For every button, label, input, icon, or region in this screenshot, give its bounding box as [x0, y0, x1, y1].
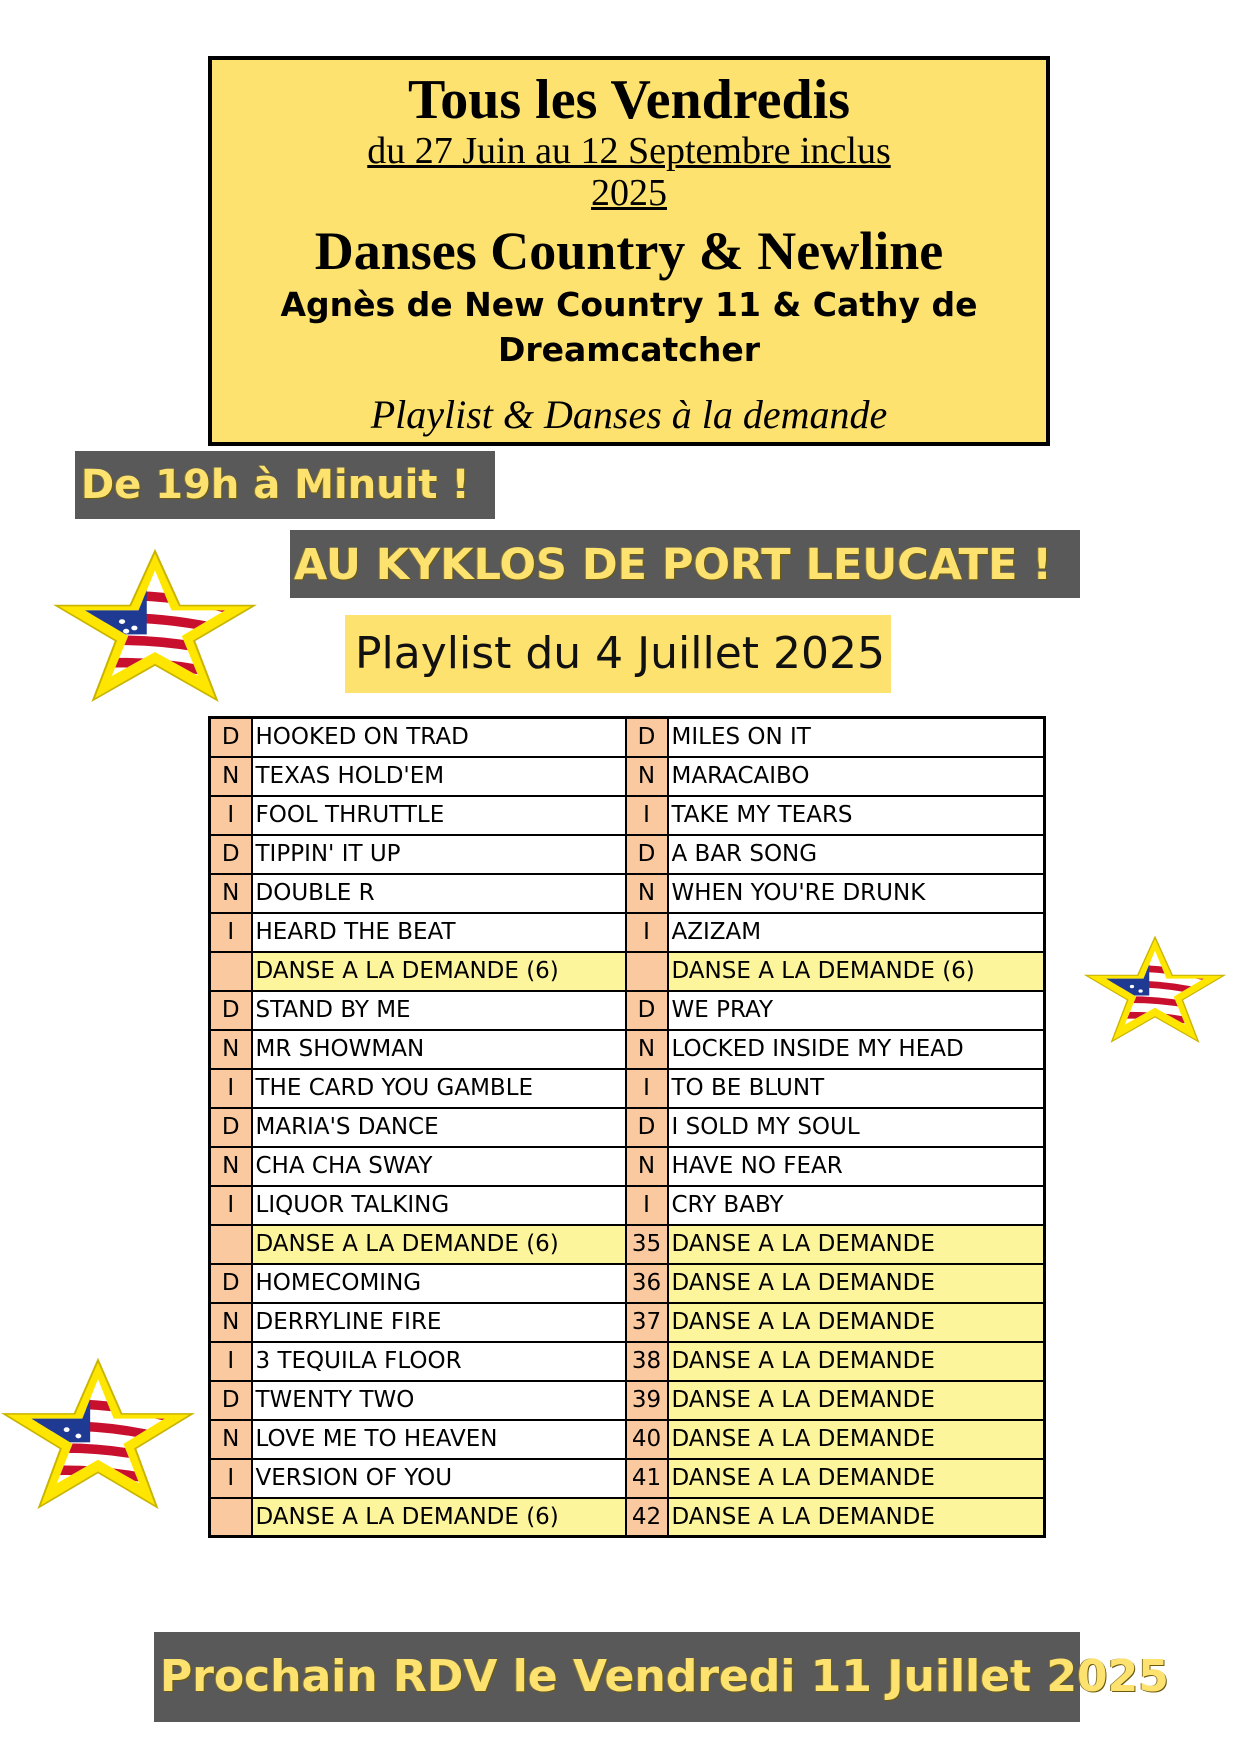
table-row — [210, 1498, 1045, 1537]
song-title: LIQUOR TALKING — [252, 1186, 626, 1225]
dance-level-code: D — [626, 1108, 668, 1147]
dance-level-code — [210, 1225, 252, 1264]
dance-level-code: 40 — [626, 1420, 668, 1459]
hours-banner: De 19h à Minuit ! — [75, 451, 495, 519]
table-row — [210, 1381, 1045, 1420]
song-title: DANSE A LA DEMANDE — [668, 1459, 1045, 1498]
dance-level-code: 41 — [626, 1459, 668, 1498]
song-title: DANSE A LA DEMANDE — [668, 1420, 1045, 1459]
song-title: DANSE A LA DEMANDE (6) — [252, 1498, 626, 1537]
dance-level-code: 42 — [626, 1498, 668, 1537]
dance-level-code: I — [626, 796, 668, 835]
song-title: DERRYLINE FIRE — [252, 1303, 626, 1342]
table-row — [210, 1186, 1045, 1225]
song-title: DANSE A LA DEMANDE — [668, 1381, 1045, 1420]
table-row — [210, 1030, 1045, 1069]
song-title: DOUBLE R — [252, 874, 626, 913]
table-row — [210, 1225, 1045, 1264]
dance-level-code: N — [210, 874, 252, 913]
dance-level-code: N — [210, 1147, 252, 1186]
song-title: I SOLD MY SOUL — [668, 1108, 1045, 1147]
table-row — [210, 796, 1045, 835]
dance-level-code: I — [210, 1342, 252, 1381]
table-row — [210, 718, 1045, 757]
dance-level-code: N — [210, 1030, 252, 1069]
dance-level-code: N — [626, 1030, 668, 1069]
table-row — [210, 1459, 1045, 1498]
dance-level-code: N — [626, 1147, 668, 1186]
dance-type: Danses Country & Newline — [314, 221, 944, 281]
song-title: DANSE A LA DEMANDE — [668, 1264, 1045, 1303]
song-title: MARACAIBO — [668, 757, 1045, 796]
dance-level-code: 35 — [626, 1225, 668, 1264]
dance-level-code: 36 — [626, 1264, 668, 1303]
table-row — [210, 1264, 1045, 1303]
song-title: STAND BY ME — [252, 991, 626, 1030]
song-title: DANSE A LA DEMANDE (6) — [252, 952, 626, 991]
dance-level-code: D — [210, 991, 252, 1030]
dance-level-code: D — [210, 1108, 252, 1147]
event-dates: du 27 Juin au 12 Septembre inclus — [367, 130, 891, 172]
event-year: 2025 — [591, 172, 667, 214]
dance-level-code: I — [210, 1186, 252, 1225]
song-title: HOOKED ON TRAD — [252, 718, 626, 757]
song-title: WHEN YOU'RE DRUNK — [668, 874, 1045, 913]
dance-level-code: D — [210, 1381, 252, 1420]
table-row — [210, 1069, 1045, 1108]
dance-level-code: I — [626, 913, 668, 952]
star-flag-icon — [0, 1357, 196, 1515]
venue-banner: AU KYKLOS DE PORT LEUCATE ! — [290, 530, 1080, 598]
dance-level-code: D — [210, 718, 252, 757]
song-title: HAVE NO FEAR — [668, 1147, 1045, 1186]
table-row — [210, 1108, 1045, 1147]
playlist-table — [208, 716, 1046, 1538]
table-row — [210, 952, 1045, 991]
event-title: Tous les Vendredis — [408, 69, 850, 131]
table-row — [210, 757, 1045, 796]
song-title: CHA CHA SWAY — [252, 1147, 626, 1186]
song-title: THE CARD YOU GAMBLE — [252, 1069, 626, 1108]
song-title: CRY BABY — [668, 1186, 1045, 1225]
dance-level-code: D — [210, 835, 252, 874]
event-header — [208, 56, 1050, 446]
dance-level-code — [626, 952, 668, 991]
song-title: 3 TEQUILA FLOOR — [252, 1342, 626, 1381]
dance-level-code — [210, 952, 252, 991]
star-flag-icon — [1083, 935, 1227, 1047]
song-title: HOMECOMING — [252, 1264, 626, 1303]
song-title: LOVE ME TO HEAVEN — [252, 1420, 626, 1459]
dance-level-code: N — [626, 757, 668, 796]
song-title: TO BE BLUNT — [668, 1069, 1045, 1108]
table-row — [210, 1420, 1045, 1459]
song-title: MARIA'S DANCE — [252, 1108, 626, 1147]
table-row — [210, 835, 1045, 874]
dance-level-code — [210, 1498, 252, 1537]
song-title: DANSE A LA DEMANDE — [668, 1225, 1045, 1264]
dance-level-code: D — [626, 835, 668, 874]
dance-level-code: I — [210, 796, 252, 835]
dance-level-code: I — [210, 913, 252, 952]
song-title: A BAR SONG — [668, 835, 1045, 874]
table-row — [210, 1342, 1045, 1381]
dance-level-code: 39 — [626, 1381, 668, 1420]
table-row — [210, 874, 1045, 913]
song-title: VERSION OF YOU — [252, 1459, 626, 1498]
song-title: DANSE A LA DEMANDE — [668, 1303, 1045, 1342]
playlist-date-banner: Playlist du 4 Juillet 2025 — [345, 615, 891, 693]
dance-level-code: D — [626, 718, 668, 757]
song-title: AZIZAM — [668, 913, 1045, 952]
song-title: MR SHOWMAN — [252, 1030, 626, 1069]
table-row — [210, 1303, 1045, 1342]
dance-level-code: 38 — [626, 1342, 668, 1381]
song-title: LOCKED INSIDE MY HEAD — [668, 1030, 1045, 1069]
song-title: DANSE A LA DEMANDE — [668, 1498, 1045, 1537]
table-row — [210, 991, 1045, 1030]
dance-level-code: I — [626, 1186, 668, 1225]
table-row — [210, 1147, 1045, 1186]
song-title: TIPPIN' IT UP — [252, 835, 626, 874]
dance-level-code: D — [210, 1264, 252, 1303]
hosts: Agnès de New Country 11 & Cathy de Dreamcatcher — [280, 285, 978, 369]
song-title: TEXAS HOLD'EM — [252, 757, 626, 796]
dance-level-code: N — [210, 1420, 252, 1459]
dance-level-code: N — [210, 1303, 252, 1342]
dance-level-code: 37 — [626, 1303, 668, 1342]
song-title: DANSE A LA DEMANDE — [668, 1342, 1045, 1381]
song-title: FOOL THRUTTLE — [252, 796, 626, 835]
dance-level-code: I — [210, 1459, 252, 1498]
song-title: DANSE A LA DEMANDE (6) — [668, 952, 1045, 991]
star-flag-icon — [52, 548, 258, 708]
playlist-note: Playlist & Danses à la demande — [370, 392, 888, 437]
dance-level-code: N — [210, 757, 252, 796]
dance-level-code: I — [626, 1069, 668, 1108]
song-title: DANSE A LA DEMANDE (6) — [252, 1225, 626, 1264]
song-title: MILES ON IT — [668, 718, 1045, 757]
dance-level-code: I — [210, 1069, 252, 1108]
dance-level-code: N — [626, 874, 668, 913]
song-title: TAKE MY TEARS — [668, 796, 1045, 835]
next-date-banner: Prochain RDV le Vendredi 11 Juillet 2025 — [154, 1632, 1080, 1722]
song-title: WE PRAY — [668, 991, 1045, 1030]
song-title: TWENTY TWO — [252, 1381, 626, 1420]
dance-level-code: D — [626, 991, 668, 1030]
table-row — [210, 913, 1045, 952]
song-title: HEARD THE BEAT — [252, 913, 626, 952]
